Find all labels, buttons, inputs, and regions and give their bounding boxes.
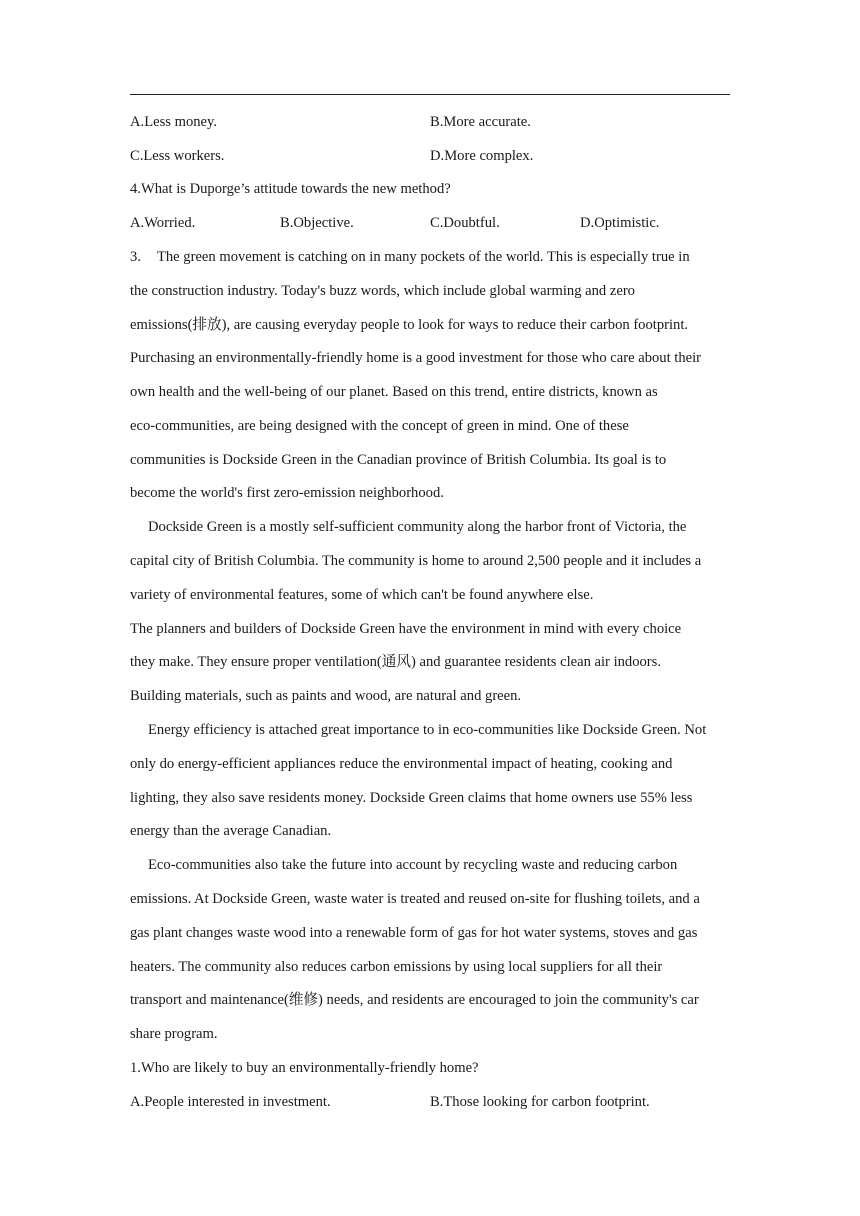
passage-number: 3. [130,249,141,265]
passage-p1-line-1: 3. The green movement is catching on in many pockets of the world. This is especially true in [130,249,690,265]
passage-p4-line-4: energy than the average Canadian. [130,823,332,839]
passage-p5-line-6: share program. [130,1026,218,1042]
option-b: B.More accurate. [430,114,531,130]
q1-option-a: A.People interested in investment. [130,1094,331,1110]
q4-option-c: C.Doubtful. [430,215,500,231]
question-4: 4.What is Duporge’s attitude towards the new method? [130,181,451,197]
option-c: C.Less workers. [130,148,225,164]
passage-p5-line-5: transport and maintenance(维修) needs, and residents are encouraged to join the community's car [130,992,699,1008]
q4-option-a: A.Worried. [130,215,196,231]
passage-p1-line-3: emissions(排放), are causing everyday people to look for ways to reduce their carbon footprint. [130,317,689,333]
q4-option-d: D.Optimistic. [580,215,660,231]
option-a: A.Less money. [130,114,218,130]
passage-p3-line-1: The planners and builders of Dockside Green have the environment in mind with every choice [130,621,682,637]
passage-p5-line-3: gas plant changes waste wood into a renewable form of gas for hot water systems, stoves and gas [130,925,698,941]
passage-p1-line-6: eco-communities, are being designed with the concept of green in mind. One of these [130,418,629,434]
passage-p1-line-7: communities is Dockside Green in the Canadian province of British Columbia. Its goal is to [130,452,667,468]
passage-p5-line-2: emissions. At Dockside Green, waste water is treated and reused on-site for flushing toilets, and a [130,891,700,907]
q1-option-b: B.Those looking for carbon footprint. [430,1094,650,1110]
passage-p3-line-2: they make. They ensure proper ventilation(通风) and guarantee residents clean air indoors. [130,654,661,670]
passage-p5-line-1: Eco-communities also take the future into account by recycling waste and reducing carbon [148,857,678,873]
option-d: D.More complex. [430,148,534,164]
passage-p2-line-3: variety of environmental features, some of which can't be found anywhere else. [130,587,594,603]
passage-p3-line-3: Building materials, such as paints and wood, are natural and green. [130,688,522,704]
passage-p2-line-2: capital city of British Columbia. The community is home to around 2,500 people and it includes a [130,553,702,569]
q4-option-b: B.Objective. [280,215,354,231]
passage-p1-line-2: the construction industry. Today's buzz words, which include global warming and zero [130,283,635,299]
passage-p4-line-1: Energy efficiency is attached great importance to in eco-communities like Dockside Green. Not [148,722,707,738]
question-1: 1.Who are likely to buy an environmentally-friendly home? [130,1060,479,1076]
passage-p1-line-8: become the world's first zero-emission neighborhood. [130,485,444,501]
header-rule [130,94,730,95]
passage-p2-line-1: Dockside Green is a mostly self-sufficient community along the harbor front of Victoria, the [148,519,687,535]
passage-p5-line-4: heaters. The community also reduces carbon emissions by using local suppliers for all their [130,959,663,975]
passage-p4-line-2: only do energy-efficient appliances reduce the environmental impact of heating, cooking and [130,756,673,772]
passage-p4-line-3: lighting, they also save residents money. Dockside Green claims that home owners use 55% less [130,790,693,806]
passage-p1-line-5: own health and the well-being of our planet. Based on this trend, entire districts, known as [130,384,658,400]
passage-p1-line-4: Purchasing an environmentally-friendly home is a good investment for those who care about their [130,350,702,366]
